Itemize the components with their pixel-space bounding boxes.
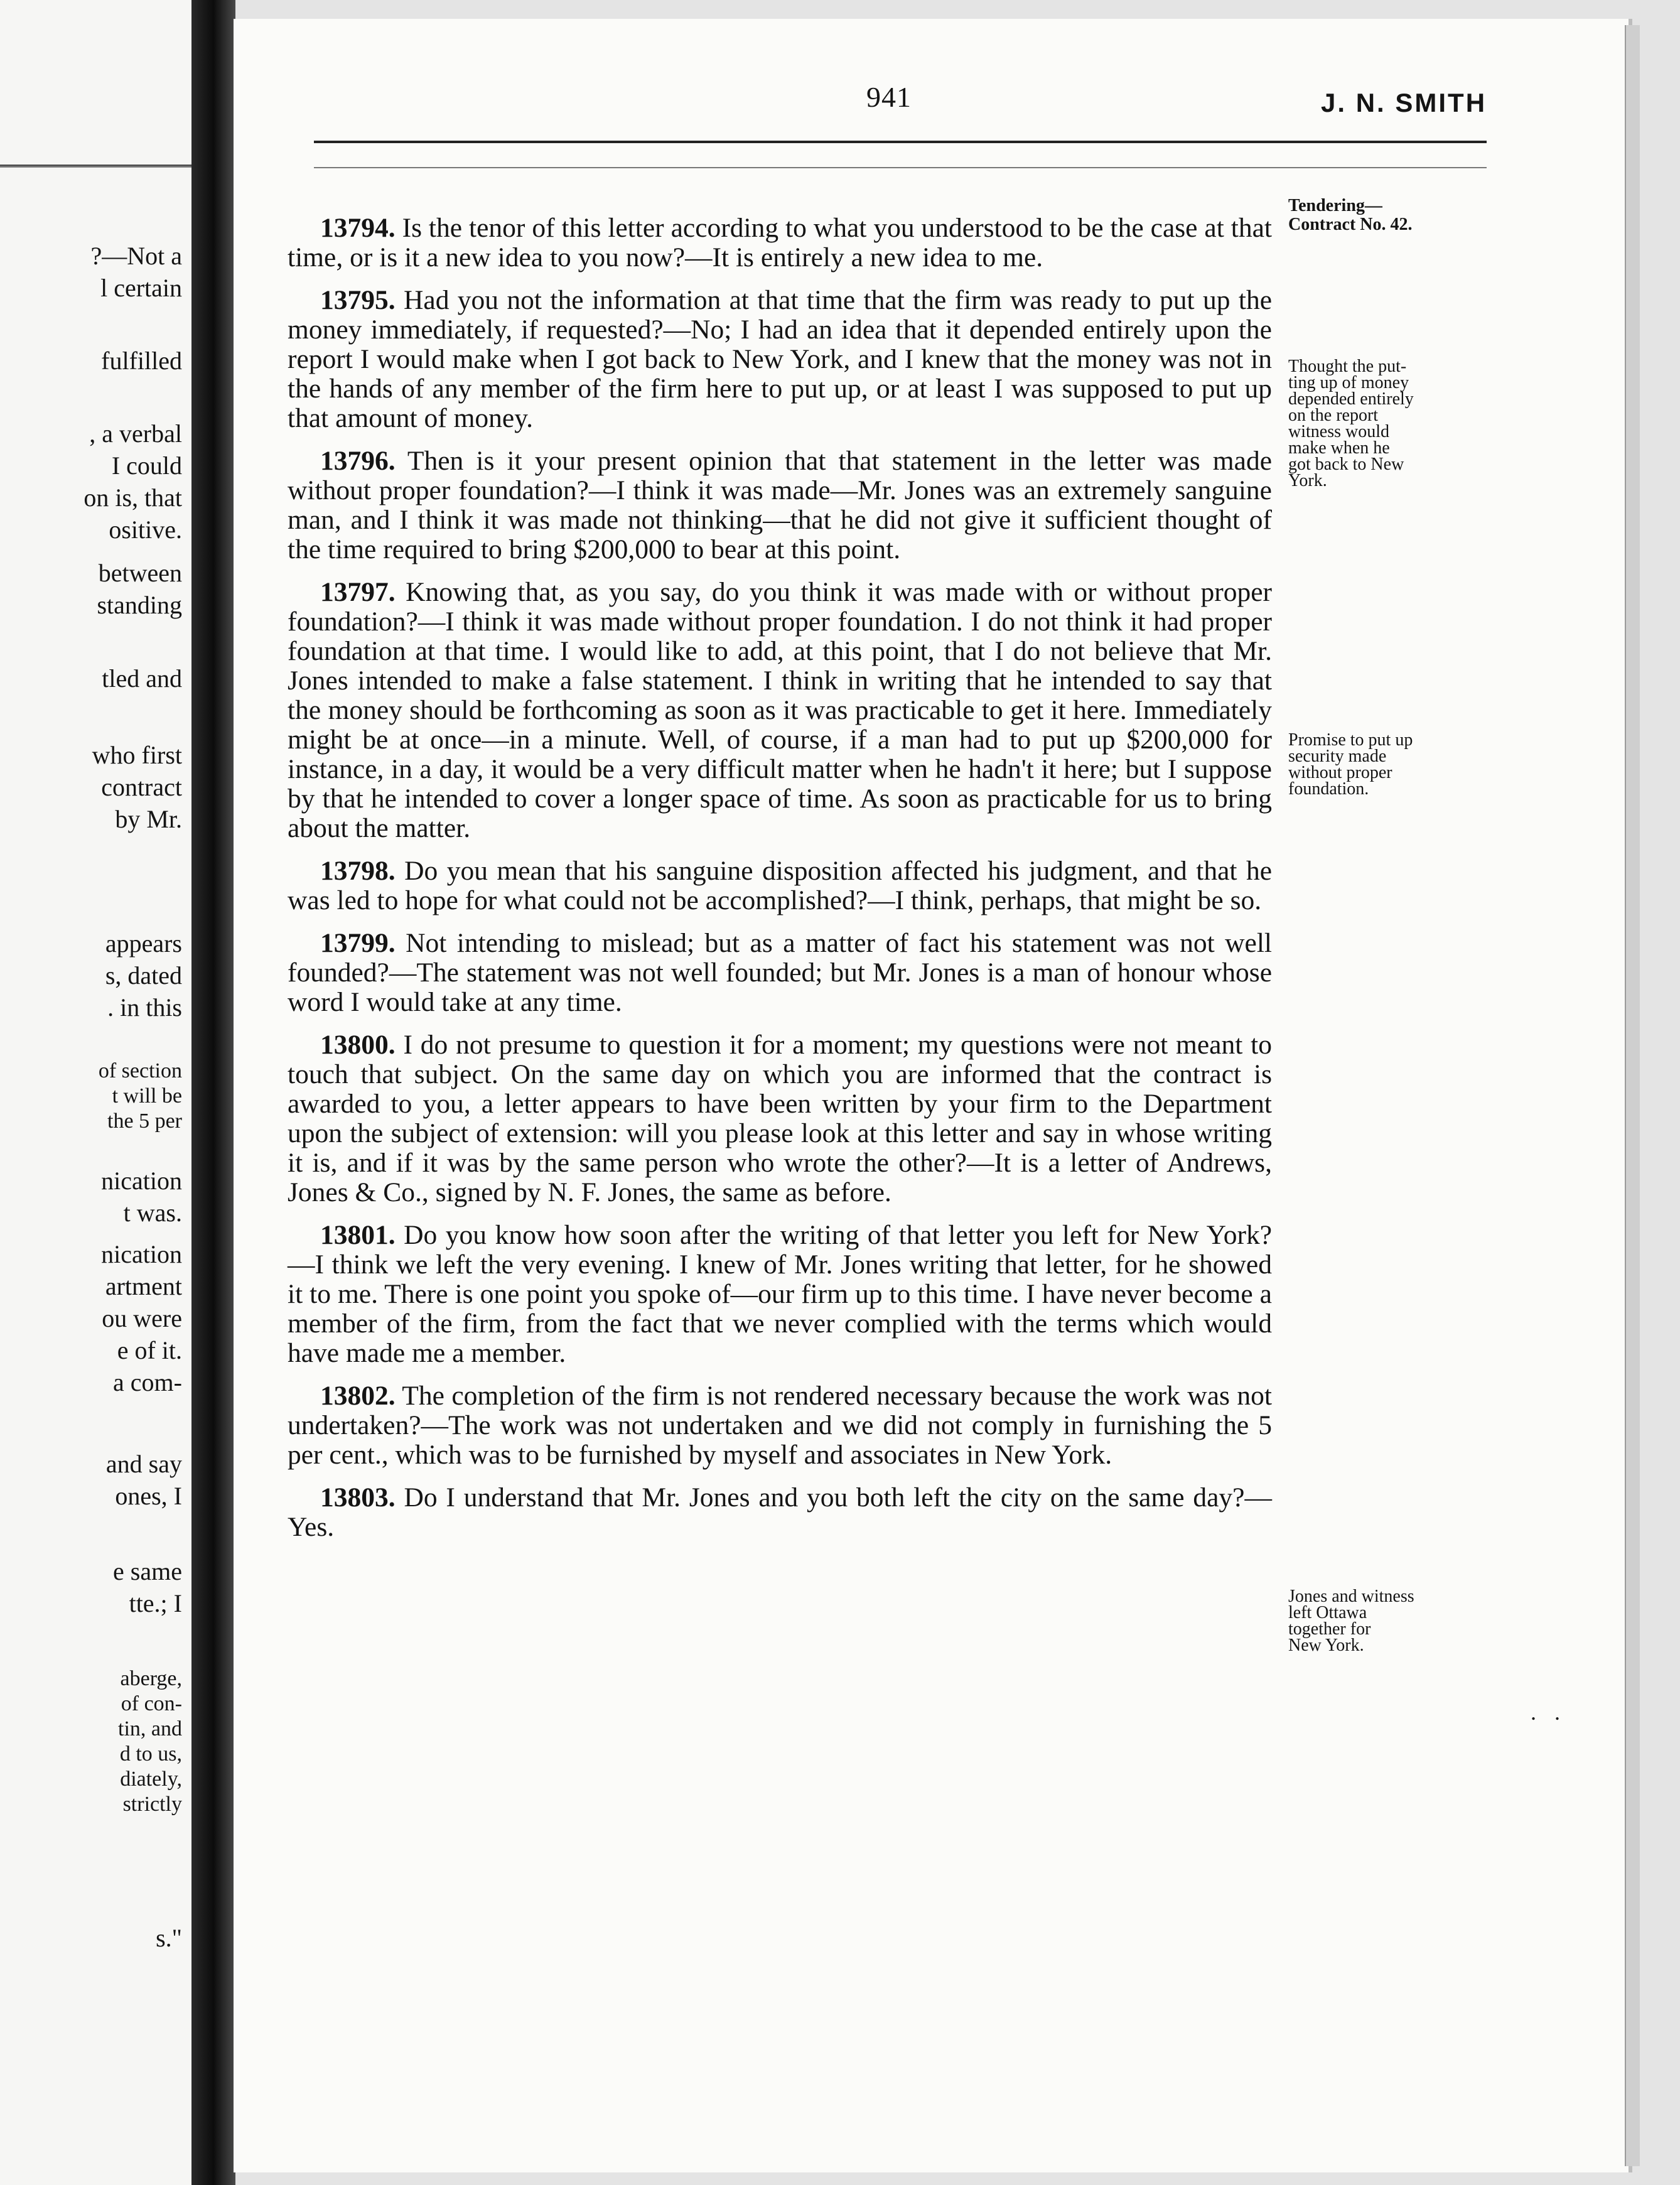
testimony-paragraph xyxy=(288,446,1272,564)
previous-page-line: tte.; I xyxy=(129,1589,182,1617)
previous-page-line: artment xyxy=(105,1272,182,1300)
previous-page-line: of section xyxy=(98,1059,182,1082)
testimony-paragraph xyxy=(288,1221,1272,1368)
previous-page-line: standing xyxy=(97,591,182,619)
question-text: Then is it your present opinion that that statement in the letter was made without proper foundation?—I think it was made—Mr. Jones was an extremely sanguine man, and I think it was made not thinking—that he did not give it sufficient thought of the time required to bring $200,000 to bear at this point. xyxy=(288,446,1272,564)
question-text: Had you not the information at that time that the firm was ready to put up the money immediately, if requested?—No; I had an idea that it depended entirely upon the report I would make when I got back to New York, and I knew that the money was not in the hands of any member of the firm here to put up, or at least I was supposed to put up that amount of money. xyxy=(288,285,1272,433)
testimony-paragraph xyxy=(288,1030,1272,1207)
previous-page-line: contract xyxy=(101,773,182,801)
testimony-paragraph xyxy=(288,929,1272,1017)
previous-page-line: d to us, xyxy=(119,1742,182,1766)
header-rule-thin xyxy=(314,167,1487,168)
previous-page-line: e of it. xyxy=(117,1336,182,1364)
question-number: 13799. xyxy=(320,928,396,958)
previous-page-line: and say xyxy=(105,1450,182,1478)
previous-page-line: e same xyxy=(113,1557,182,1585)
header-rule xyxy=(314,141,1487,143)
testimony-paragraph xyxy=(288,213,1272,272)
question-number: 13800. xyxy=(320,1030,396,1060)
question-number: 13795. xyxy=(320,285,396,315)
previous-page-line: l certain xyxy=(100,274,182,302)
question-text: Not intending to mislead; but as a matter of fact his statement was not well founded?—The statement was not well founded; but Mr. Jones is a man of honour whose word I would take at any time. xyxy=(288,928,1273,1017)
question-number: 13798. xyxy=(320,856,396,886)
question-text: Do you mean that his sanguine disposition affected his judgment, and that he was led to hope for what could not be accomplished?—I think, perhaps, that might be so. xyxy=(288,856,1272,915)
previous-page-line: ones, I xyxy=(115,1482,182,1510)
previous-page-line: by Mr. xyxy=(115,805,182,833)
question-text: The completion of the firm is not rendered necessary because the work was not undertaken?—The work was not undertaken and we did not comply in furnishing the 5 per cent., which was to be furnished by myself and associates in New York. xyxy=(288,1381,1272,1470)
previous-page-line: t was. xyxy=(123,1199,182,1227)
book-gutter xyxy=(191,0,235,2185)
question-number: 13801. xyxy=(320,1220,396,1250)
question-number: 13797. xyxy=(320,577,396,607)
previous-page-line: tled and xyxy=(102,664,182,693)
testimony-paragraph xyxy=(288,1483,1272,1542)
question-text: Knowing that, as you say, do you think it was made with or without proper foundation?—I think it was made without proper foundation. I do not think it had proper foundation at that time. I would like to add, at this point, that I do not believe that Mr. Jones intended to make a false statement. I think in writing that he intended to say that the money should be forthcoming as soon as it was practicable to get it here. Immediately might be at once—in a minute. Well, of course, if a man had to put up $200,000 for instance, in a day, it would be a very difficult matter when he hadn't it here; but I suppose by that he intended to cover a longer space of time. As soon as practicable for us to bring about the matter. xyxy=(288,577,1273,843)
previous-page-line: on is, that xyxy=(83,483,182,512)
page-number: 941 xyxy=(866,81,912,113)
previous-page-line: . in this xyxy=(107,993,182,1022)
running-head: J. N. SMITH xyxy=(1321,88,1487,117)
previous-page-rule xyxy=(0,165,196,168)
page-edge xyxy=(1625,25,1640,2166)
margin-note: Promise to put up security made without proper foundation. xyxy=(1288,730,1413,799)
previous-page-line: tin, and xyxy=(118,1717,182,1740)
testimony-paragraph xyxy=(288,856,1272,915)
margin-note: Jones and witness left Ottawa together for New York. xyxy=(1288,1587,1414,1655)
previous-page-line: I could xyxy=(111,451,182,480)
previous-page-line: diately, xyxy=(120,1767,182,1791)
question-number: 13802. xyxy=(320,1381,396,1411)
previous-page-line: the 5 per xyxy=(107,1109,182,1133)
question-text: I do not presume to question it for a moment; my questions were not meant to touch that subject. On the same day on which you are informed that the contract is awarded to you, a letter appears to have been written by your firm to the Department upon the subject of extension: will you please look at this letter and say in whose writing it is, and if it was by the same person who wrote the other?—It is a letter of Andrews, Jones & Co., signed by N. F. Jones, the same as before. xyxy=(288,1030,1272,1207)
previous-page-line: between xyxy=(98,559,182,587)
question-text: Is the tenor of this letter according to what you understood to be the case at that time, or is it a new idea to you now?—It is entirely a new idea to me. xyxy=(288,213,1272,272)
previous-page-line: nication xyxy=(101,1167,182,1195)
question-number: 13803. xyxy=(320,1482,396,1513)
testimony-paragraph xyxy=(288,286,1272,433)
question-text: Do you know how soon after the writing of that letter you left for New York?—I think we left the very evening. I knew of Mr. Jones writing that letter, for he showed it to me. There is one point you spoke of—our firm up to this time. I have never become a member of the firm, from the fact that we never complied with the terms which would have made me a member. xyxy=(288,1220,1273,1368)
previous-page-line: ?—Not a xyxy=(90,242,182,270)
previous-page-line: a com- xyxy=(113,1368,182,1396)
testimony-paragraph xyxy=(288,578,1272,843)
previous-page-line: strictly xyxy=(122,1793,182,1816)
margin-heading: Tendering— Contract No. 42. xyxy=(1288,196,1413,234)
previous-page-line: s, dated xyxy=(105,961,182,990)
previous-page-line: t will be xyxy=(112,1084,182,1108)
previous-page-line: nication xyxy=(101,1240,182,1268)
previous-page-fragment xyxy=(0,0,196,2185)
testimony-body xyxy=(288,213,1272,1555)
previous-page-line: who first xyxy=(92,741,182,769)
testimony-paragraph xyxy=(288,1381,1272,1470)
previous-page-line: ositive. xyxy=(109,515,182,544)
previous-page-line: appears xyxy=(105,929,182,958)
previous-page-line: ou were xyxy=(102,1304,182,1332)
previous-page-line: s." xyxy=(156,1924,182,1952)
previous-page-line: , a verbal xyxy=(89,419,182,448)
previous-page-line: of con- xyxy=(121,1692,182,1715)
previous-page-line: fulfilled xyxy=(101,347,182,375)
margin-note: Thought the put- ting up of money depended entirely on the report witness would make when he got back to New York. xyxy=(1288,357,1414,490)
question-number: 13796. xyxy=(320,446,396,476)
question-text: Do I understand that Mr. Jones and you both left the city on the same day?—Yes. xyxy=(288,1482,1272,1542)
question-number: 13794. xyxy=(320,213,396,243)
margin-mark: . . xyxy=(1531,1700,1566,1725)
previous-page-line: aberge, xyxy=(120,1667,182,1690)
